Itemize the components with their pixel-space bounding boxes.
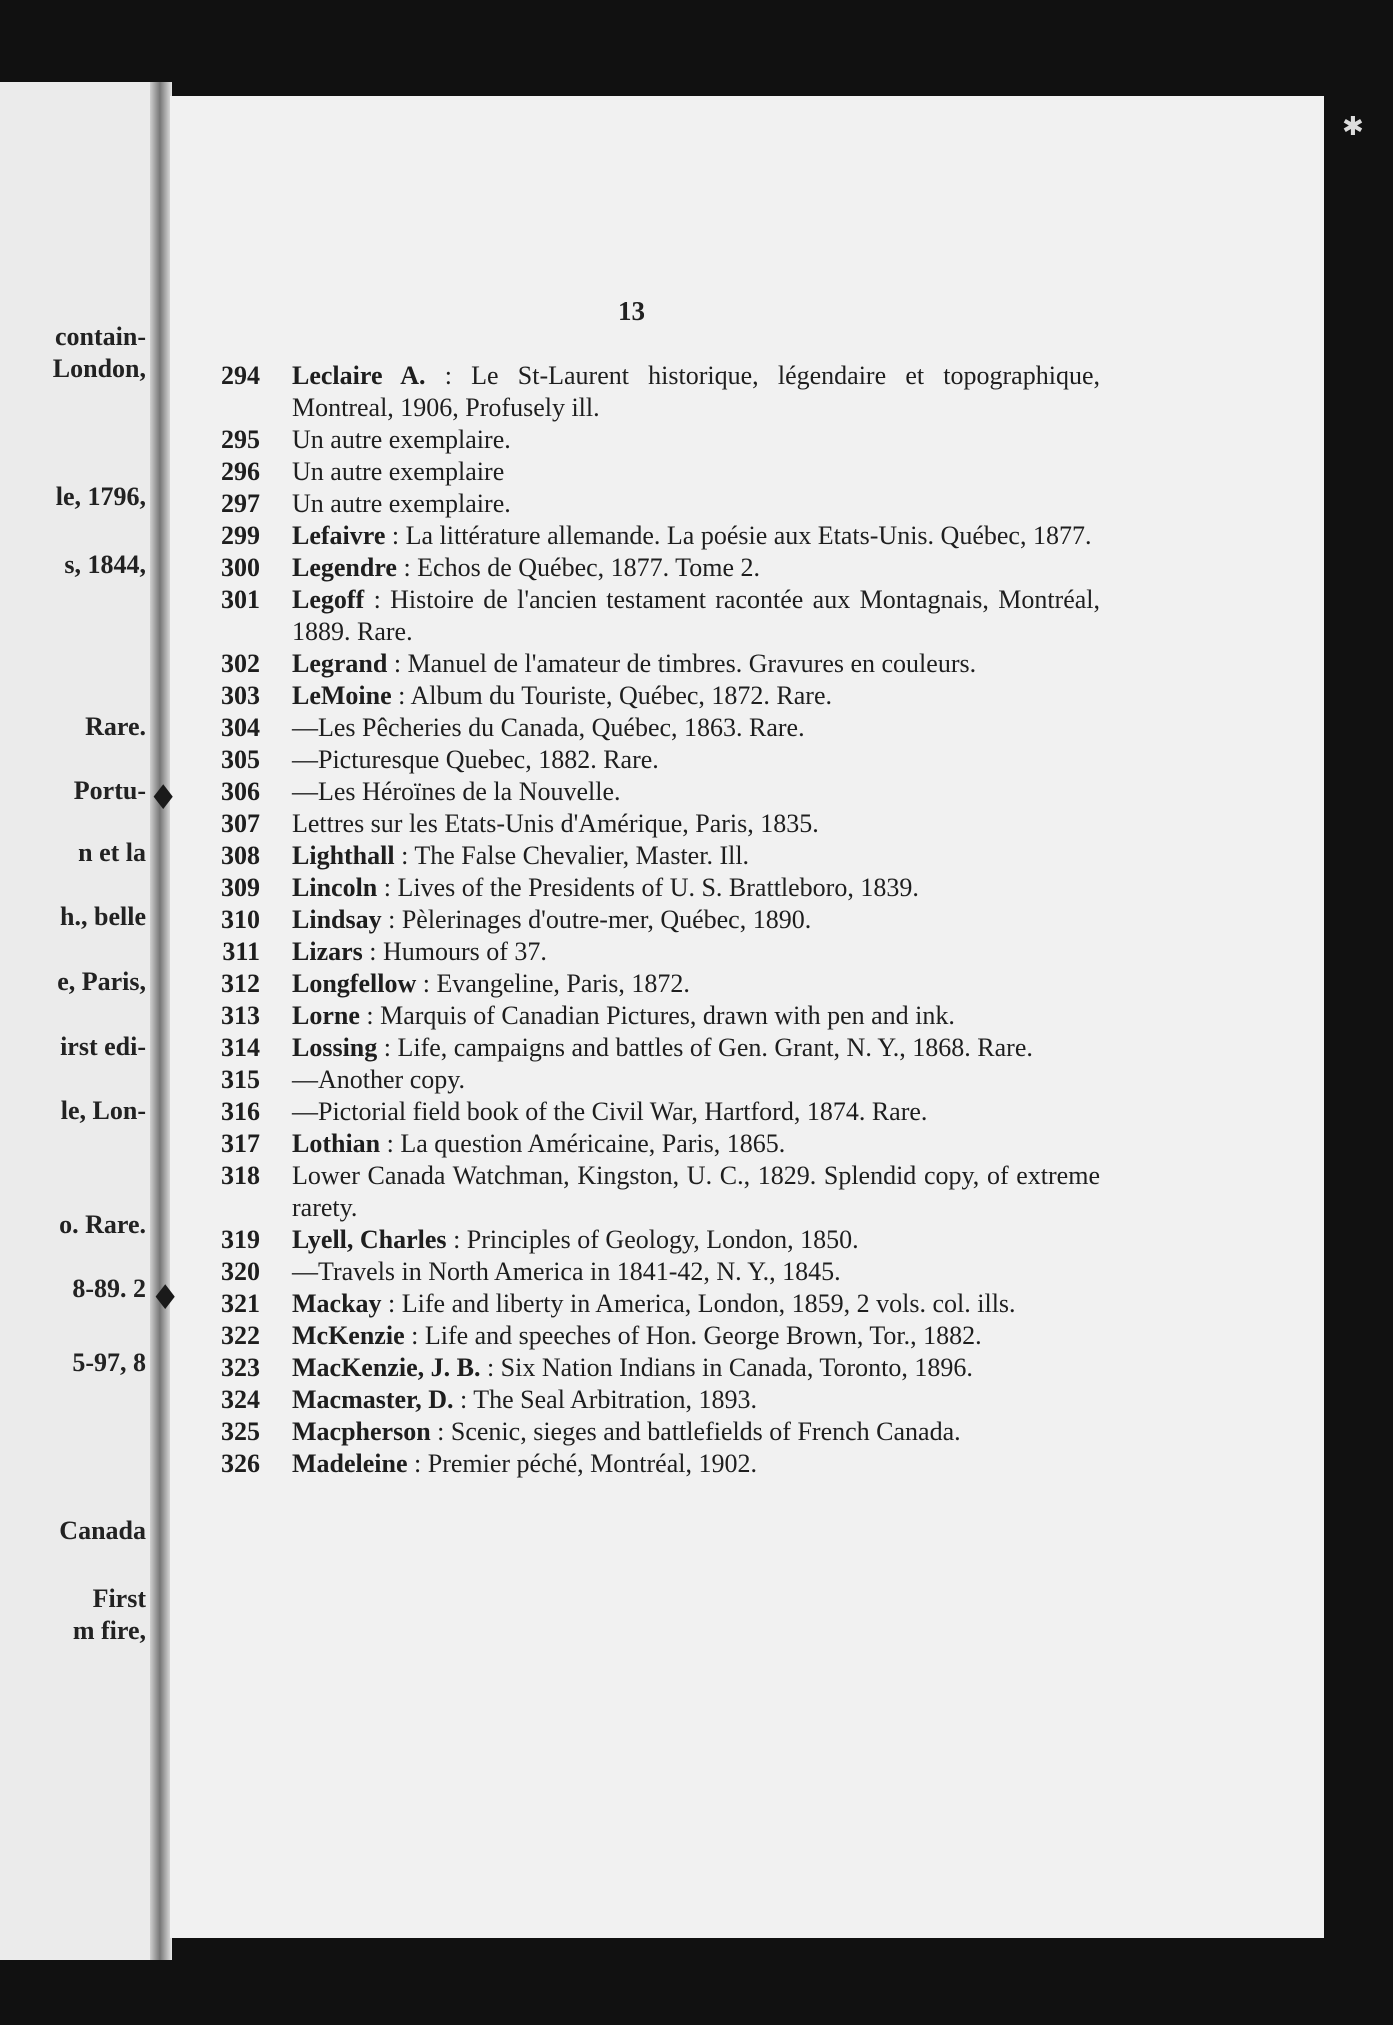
- left-fragment: h., belle: [60, 902, 146, 931]
- entry-text: [292, 1384, 1100, 1416]
- entry-text: [292, 840, 1100, 872]
- entry-number: 309: [221, 873, 260, 902]
- list-item: [200, 1320, 1100, 1352]
- entry-text: [292, 1160, 1100, 1224]
- left-fragment: n et la: [78, 838, 146, 867]
- entry-author: Legrand: [292, 649, 388, 678]
- left-fragment: contain-: [55, 322, 146, 351]
- entry-description: —Pictorial field book of the Civil War, Hartford, 1874. Rare.: [292, 1097, 928, 1126]
- entry-description: : Echos de Québec, 1877. Tome 2.: [396, 553, 761, 582]
- entry-text: [292, 744, 1100, 776]
- entry-number: 317: [221, 1129, 260, 1158]
- entry-description: : Le St-Laurent historique, légendaire et topographique, Montreal, 1906, Profusely ill.: [292, 361, 1100, 422]
- page-number: 13: [618, 296, 645, 326]
- left-fragment: 5-97, 8: [72, 1348, 146, 1377]
- entry-description: —Les Héroïnes de la Nouvelle.: [292, 777, 621, 806]
- entry-author: Macpherson: [292, 1417, 431, 1446]
- entry-description: : Evangeline, Paris, 1872.: [416, 969, 690, 998]
- entry-author: Lindsay: [292, 905, 382, 934]
- list-item: [200, 1288, 1100, 1320]
- entry-number: 313: [221, 1001, 260, 1030]
- entry-description: Un autre exemplaire.: [292, 425, 511, 454]
- entry-author: Lorne: [292, 1001, 360, 1030]
- entry-text: [292, 712, 1100, 744]
- list-item: [200, 520, 1100, 552]
- entry-text: [292, 1416, 1100, 1448]
- entry-text: [292, 552, 1100, 584]
- entry-number: 300: [221, 553, 260, 582]
- entry-text: [292, 648, 1100, 680]
- list-item: [200, 1448, 1100, 1480]
- entry-text: [292, 808, 1100, 840]
- entry-text: [292, 360, 1100, 424]
- entry-number: 299: [221, 521, 260, 550]
- entry-number: 316: [221, 1097, 260, 1126]
- entry-author: Lizars: [292, 937, 363, 966]
- entry-number: 311: [222, 937, 260, 966]
- left-page: [0, 82, 170, 1960]
- entry-description: : Marquis of Canadian Pictures, drawn with pen and ink.: [359, 1001, 955, 1030]
- left-fragment: First: [92, 1584, 146, 1613]
- left-fragment: le, 1796,: [55, 482, 146, 511]
- list-item: [200, 456, 1100, 488]
- margin-mark-icon: ♦: [148, 778, 179, 818]
- list-item: [200, 680, 1100, 712]
- entry-number: 324: [221, 1385, 260, 1414]
- entry-description: : Six Nation Indians in Canada, Toronto, 1896.: [480, 1353, 973, 1382]
- entry-description: —Another copy.: [292, 1065, 466, 1094]
- entry-author: Leclaire A.: [292, 361, 426, 390]
- entry-description: —Les Pêcheries du Canada, Québec, 1863. Rare.: [292, 713, 805, 742]
- entry-text: [292, 488, 1100, 520]
- list-item: [200, 648, 1100, 680]
- left-fragment: Rare.: [85, 712, 146, 741]
- entry-description: : Lives of the Presidents of U. S. Brattleboro, 1839.: [377, 873, 919, 902]
- entry-author: Lyell, Charles: [292, 1225, 447, 1254]
- entry-description: : Manuel de l'amateur de timbres. Gravures en couleurs.: [387, 649, 977, 678]
- entry-author: MacKenzie, J. B.: [292, 1353, 481, 1382]
- book-gutter: [150, 82, 172, 1960]
- entry-description: : Life and liberty in America, London, 1859, 2 vols. col. ills.: [381, 1289, 1016, 1318]
- entry-text: [292, 1224, 1100, 1256]
- list-item: [200, 1096, 1100, 1128]
- entry-text: [292, 520, 1100, 552]
- entry-description: : Life, campaigns and battles of Gen. Grant, N. Y., 1868. Rare.: [377, 1033, 1033, 1062]
- entry-description: Un autre exemplaire: [292, 457, 505, 486]
- entry-author: Legendre: [292, 553, 397, 582]
- entry-number: 314: [221, 1033, 260, 1062]
- entry-number: 297: [221, 489, 260, 518]
- list-item: [200, 1416, 1100, 1448]
- entry-number: 315: [221, 1065, 260, 1094]
- list-item: [200, 744, 1100, 776]
- entry-text: [292, 584, 1100, 648]
- entry-number: 295: [221, 425, 260, 454]
- entry-number: 323: [221, 1353, 260, 1382]
- entry-number: 326: [221, 1449, 260, 1478]
- entry-text: [292, 904, 1100, 936]
- entry-number: 320: [221, 1257, 260, 1286]
- entry-text: [292, 1000, 1100, 1032]
- entry-number: 304: [221, 713, 260, 742]
- entry-author: Mackay: [292, 1289, 382, 1318]
- entry-description: : Histoire de l'ancien testament racontée aux Montagnais, Montréal, 1889. Rare.: [292, 585, 1100, 646]
- entry-number: 294: [221, 361, 260, 390]
- list-item: [200, 872, 1100, 904]
- list-item: [200, 968, 1100, 1000]
- entry-number: 307: [221, 809, 260, 838]
- entry-number: 308: [221, 841, 260, 870]
- entry-text: [292, 424, 1100, 456]
- list-item: [200, 1128, 1100, 1160]
- entry-text: [292, 1128, 1100, 1160]
- entry-author: Lincoln: [292, 873, 378, 902]
- scan-speck-icon: ✱: [1342, 112, 1364, 142]
- entry-number: 325: [221, 1417, 260, 1446]
- entry-number: 312: [221, 969, 260, 998]
- entry-description: : Life and speeches of Hon. George Brown, Tor., 1882.: [404, 1321, 982, 1350]
- left-fragment: o. Rare.: [59, 1210, 146, 1239]
- entry-text: [292, 1352, 1100, 1384]
- list-item: [200, 840, 1100, 872]
- left-fragment: m fire,: [72, 1616, 146, 1645]
- list-item: [200, 360, 1100, 424]
- entry-description: Lower Canada Watchman, Kingston, U. C., 1829. Splendid copy, of extreme rarety.: [292, 1161, 1100, 1222]
- entry-author: Legoff: [292, 585, 365, 614]
- entry-text: [292, 1096, 1100, 1128]
- entry-description: : Principles of Geology, London, 1850.: [446, 1225, 859, 1254]
- left-fragment: irst edi-: [60, 1032, 146, 1061]
- entry-number: 319: [221, 1225, 260, 1254]
- list-item: [200, 488, 1100, 520]
- entry-text: [292, 456, 1100, 488]
- entry-description: : The False Chevalier, Master. Ill.: [394, 841, 750, 870]
- entry-text: [292, 1256, 1100, 1288]
- list-item: [200, 1352, 1100, 1384]
- entry-number: 318: [221, 1161, 260, 1190]
- entry-description: Lettres sur les Etats-Unis d'Amérique, Paris, 1835.: [292, 809, 819, 838]
- left-fragment: 8-89. 2: [72, 1274, 146, 1303]
- list-item: [200, 936, 1100, 968]
- entry-number: 310: [221, 905, 260, 934]
- list-item: [200, 552, 1100, 584]
- entry-description: : Scenic, sieges and battlefields of French Canada.: [430, 1417, 961, 1446]
- entry-description: : Pèlerinages d'outre-mer, Québec, 1890.: [381, 905, 812, 934]
- entry-description: : La littérature allemande. La poésie aux Etats-Unis. Québec, 1877.: [385, 521, 1092, 550]
- list-item: [200, 1160, 1100, 1224]
- entry-description: —Travels in North America in 1841-42, N. Y., 1845.: [292, 1257, 841, 1286]
- left-fragment: s, 1844,: [64, 550, 146, 579]
- entry-text: [292, 1448, 1100, 1480]
- entry-number: 296: [221, 457, 260, 486]
- entry-text: [292, 1320, 1100, 1352]
- entry-text: [292, 776, 1100, 808]
- list-item: [200, 1032, 1100, 1064]
- entry-number: 322: [221, 1321, 260, 1350]
- entry-author: Lighthall: [292, 841, 395, 870]
- margin-mark-icon: ♦: [150, 1278, 181, 1318]
- list-item: [200, 1384, 1100, 1416]
- entry-author: Longfellow: [292, 969, 417, 998]
- entry-text: [292, 968, 1100, 1000]
- entry-number: 305: [221, 745, 260, 774]
- left-fragment: e, Paris,: [57, 967, 146, 996]
- entry-description: : La question Américaine, Paris, 1865.: [380, 1129, 786, 1158]
- entry-author: Lefaivre: [292, 521, 386, 550]
- entry-author: Lossing: [292, 1033, 378, 1062]
- entry-description: : The Seal Arbitration, 1893.: [453, 1385, 758, 1414]
- entry-description: : Premier péché, Montréal, 1902.: [407, 1449, 757, 1478]
- entry-description: Un autre exemplaire.: [292, 489, 511, 518]
- entry-description: —Picturesque Quebec, 1882. Rare.: [292, 745, 659, 774]
- list-item: [200, 1064, 1100, 1096]
- entry-description: : Humours of 37.: [362, 937, 547, 966]
- entry-text: [292, 1032, 1100, 1064]
- entry-text: [292, 1288, 1100, 1320]
- entry-author: LeMoine: [292, 681, 392, 710]
- entry-number: 302: [221, 649, 260, 678]
- list-item: [200, 808, 1100, 840]
- list-item: [200, 1000, 1100, 1032]
- list-item: [200, 904, 1100, 936]
- left-fragment: Portu-: [73, 776, 146, 805]
- entry-number: 321: [221, 1289, 260, 1318]
- list-item: [200, 712, 1100, 744]
- left-fragment: le, Lon-: [60, 1096, 146, 1125]
- list-item: [200, 584, 1100, 648]
- list-item: [200, 1256, 1100, 1288]
- list-item: [200, 776, 1100, 808]
- entry-author: McKenzie: [292, 1321, 405, 1350]
- left-fragment: Canada: [59, 1516, 146, 1545]
- entry-author: Lothian: [292, 1129, 381, 1158]
- entry-number: 306: [221, 777, 260, 806]
- entry-number: 303: [221, 681, 260, 710]
- list-item: [200, 1224, 1100, 1256]
- entry-author: Madeleine: [292, 1449, 408, 1478]
- entry-text: [292, 936, 1100, 968]
- entry-text: [292, 1064, 1100, 1096]
- entry-description: : Album du Touriste, Québec, 1872. Rare.: [391, 681, 833, 710]
- entry-number: 301: [221, 585, 260, 614]
- catalogue-entries: [200, 360, 1100, 1480]
- list-item: [200, 424, 1100, 456]
- left-fragment: London,: [52, 354, 146, 383]
- entry-text: [292, 680, 1100, 712]
- entry-text: [292, 872, 1100, 904]
- entry-author: Macmaster, D.: [292, 1385, 454, 1414]
